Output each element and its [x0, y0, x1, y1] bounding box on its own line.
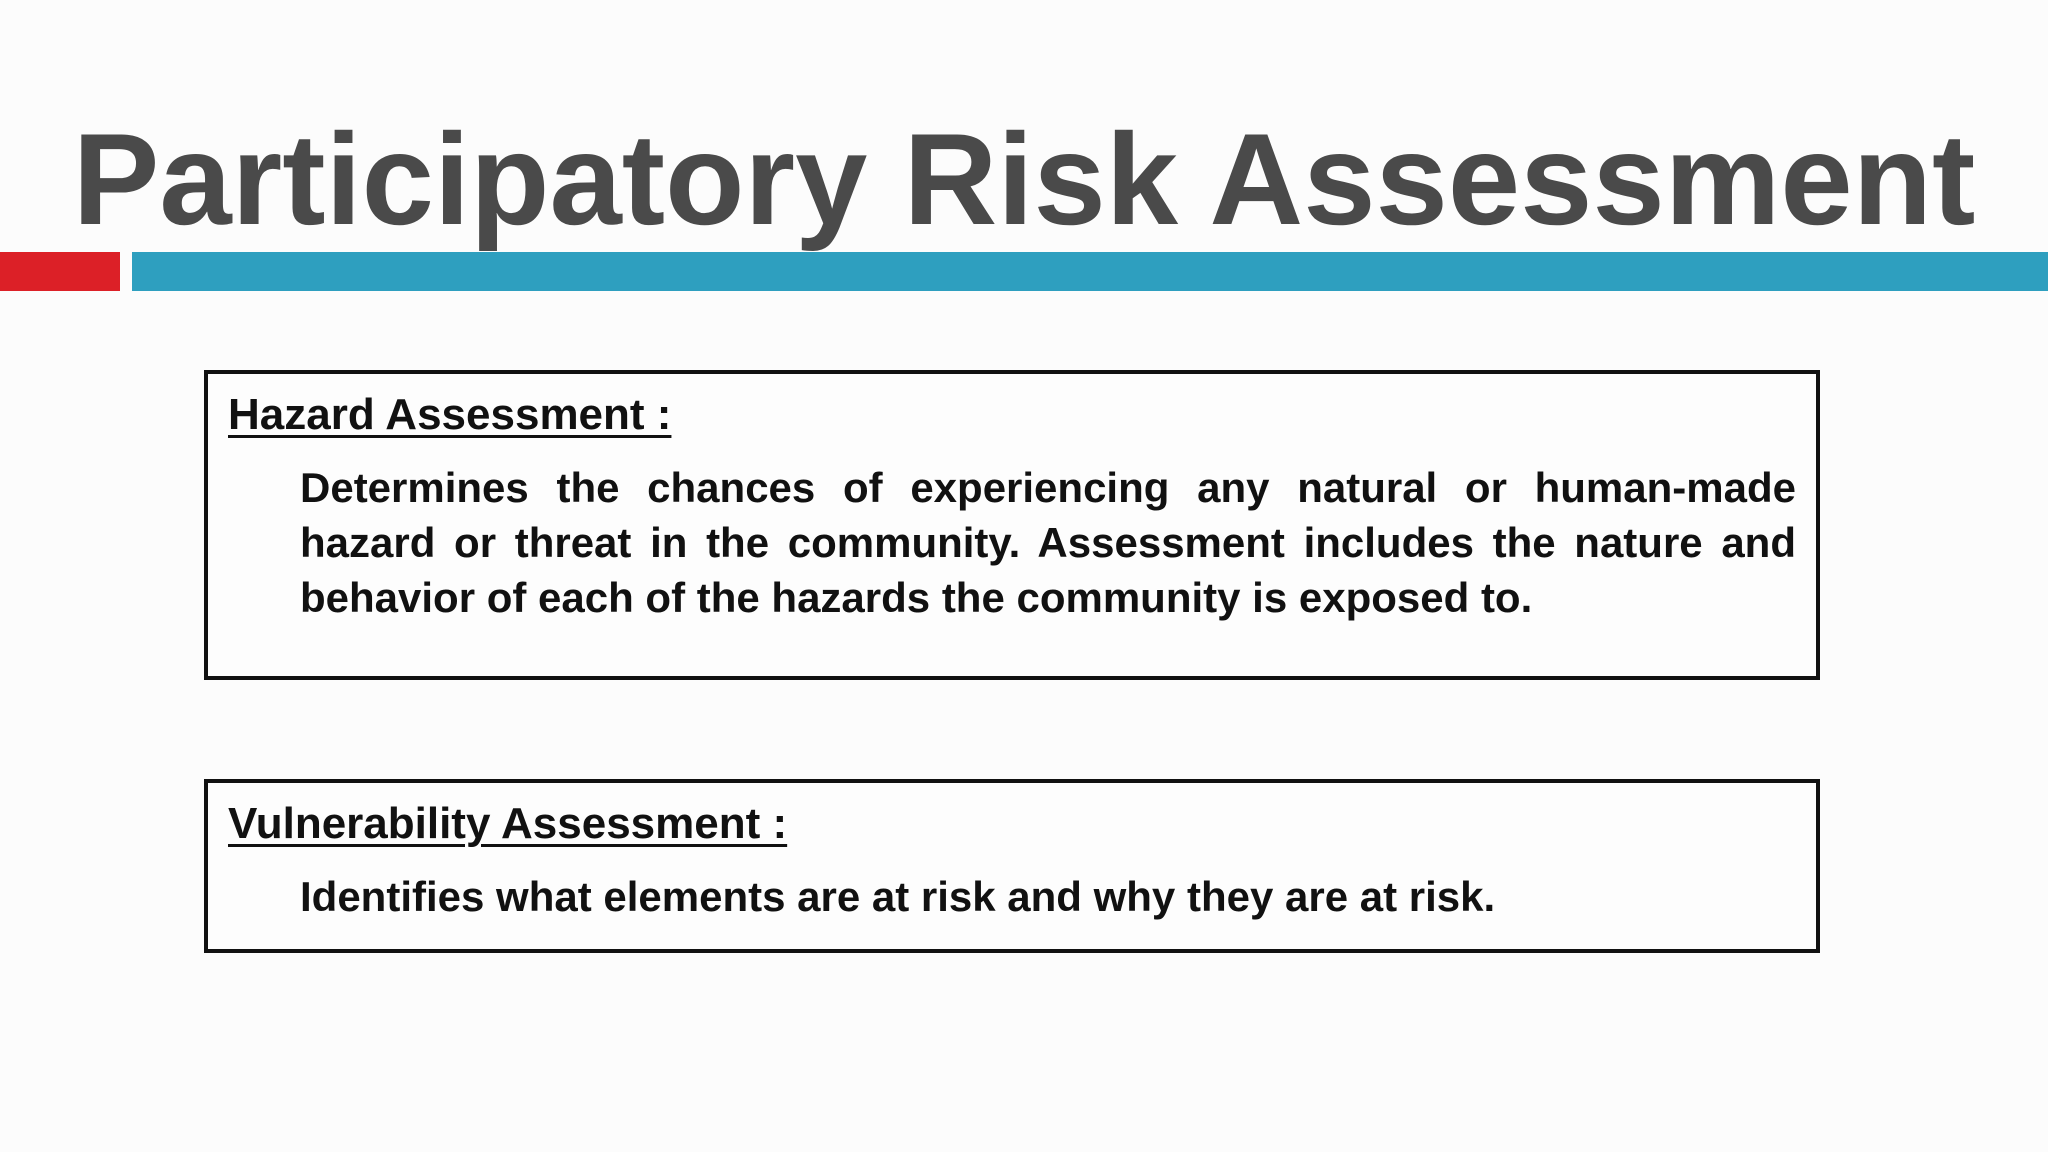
vulnerability-assessment-heading: Vulnerability Assessment :: [228, 799, 788, 848]
accent-bar-red: [0, 252, 120, 291]
hazard-assessment-box: [204, 370, 1820, 680]
hazard-assessment-heading: Hazard Assessment :: [228, 390, 672, 439]
vulnerability-assessment-description: Identifies what elements are at risk and why they are at risk.: [300, 873, 1496, 920]
accent-bar-blue: [132, 252, 2048, 291]
hazard-assessment-description: Determines the chances of experiencing any natural or human-made hazard or threat in the community. Assessment includes the nature and behavior of each of the hazards the community is exposed to.: [300, 464, 1796, 621]
vulnerability-assessment-box: [204, 779, 1820, 953]
slide-title: Participatory Risk Assessment: [72, 106, 1976, 252]
